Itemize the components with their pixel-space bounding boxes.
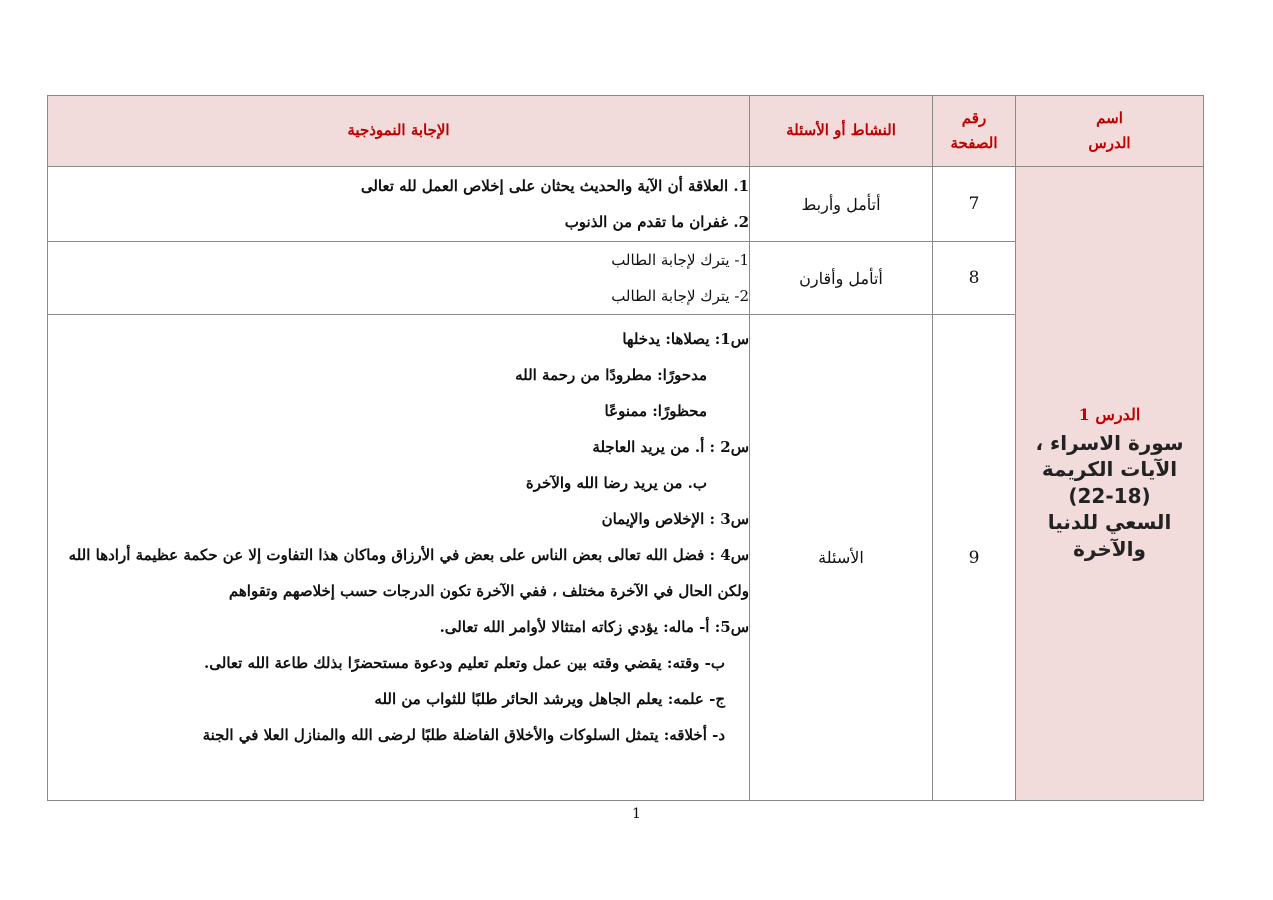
answer-line: 1- يترك لإجابة الطالب [611, 251, 749, 269]
table-row [48, 167, 1204, 242]
answer-line: ج- علمه: يعلم الجاهل ويرشد الحائر طلبًا للثواب من الله [374, 690, 725, 708]
answer-line: مدحورًا: مطرودًا من رحمة الله [515, 366, 707, 384]
answer-line: د- أخلاقه: يتمثل السلوكات والأخلاق الفاضلة طلبًا لرضى الله والمنازل العلا في الجنة [202, 726, 725, 744]
answers-table [47, 95, 1204, 801]
answer-line: س3 : الإخلاص والإيمان [601, 510, 749, 528]
answer-line: س4 : فضل الله تعالى بعض الناس على بعض في الأرزاق وماكان هذا التفاوت إلا عن حكمة عظيمة أرادها الله ولكن الحال في الآخرة مختلف ، ففي الآخرة تكون الدرجات حسب إخلاصهم وتقواهم [68, 546, 749, 600]
table-header-row [48, 96, 1204, 167]
answer-cell [48, 315, 750, 801]
answer-cell [48, 242, 750, 315]
page-number-cell: 8 [933, 242, 1016, 315]
lesson-number: الدرس 1 [1078, 405, 1141, 425]
answer-line: س1: يصلاها: يدخلها [622, 330, 749, 348]
header-activity: النشاط أو الأسئلة [750, 96, 933, 167]
answer-line: محظورًا: ممنوعًا [604, 402, 707, 420]
page-number-cell: 7 [933, 167, 1016, 242]
header-page-number: رقم الصفحة [933, 96, 1016, 167]
answer-line: س2 : أ. من يريد العاجلة [592, 438, 749, 456]
header-model-answer: الإجابة النموذجية [48, 96, 750, 167]
answer-line: س5: أ- ماله: يؤدي زكاته امتثالا لأوامر الله تعالى. [439, 618, 749, 636]
lesson-title: سورة الاسراء ، الآيات الكريمة (22-18) السعي للدنيا والآخرة [1035, 431, 1184, 561]
answer-line: ب- وقته: يقضي وقته بين عمل وتعلم تعليم ودعوة مستحضرًا بذلك طاعة الله تعالى. [204, 654, 725, 672]
activity-cell: أتأمل وأقارن [750, 242, 933, 315]
answer-line: 2. غفران ما تقدم من الذنوب [564, 213, 749, 231]
lesson-cell [1016, 167, 1204, 801]
answer-line: 2- يترك لإجابة الطالب [611, 287, 749, 305]
footer-page-number: 1 [632, 806, 641, 822]
page-number-cell: 9 [933, 315, 1016, 801]
answer-line: ب. من يريد رضا الله والآخرة [525, 474, 707, 492]
header-lesson-name: اسم الدرس [1016, 96, 1204, 167]
activity-cell: الأسئلة [750, 315, 933, 801]
answer-line: 1. العلاقة أن الآية والحديث يحثان على إخلاص العمل لله تعالى [360, 177, 749, 195]
answer-cell [48, 167, 750, 242]
activity-cell: أتأمل وأربط [750, 167, 933, 242]
